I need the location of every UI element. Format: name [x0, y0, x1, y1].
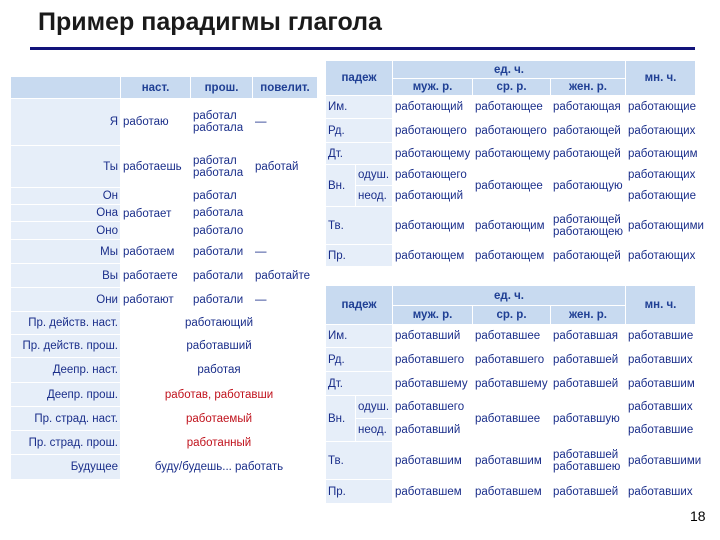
case-label: Им. — [326, 96, 393, 119]
form-cell: работавшем — [393, 480, 473, 504]
feminine-header: жен. р. — [551, 79, 626, 96]
form-cell: работавшей работавшею — [551, 442, 626, 480]
conj-header-empty — [11, 77, 121, 99]
form-label: Пр. действ. наст. — [11, 312, 121, 335]
pronoun-cell: Мы — [11, 240, 121, 264]
form-cell: работавшее — [473, 396, 551, 442]
form-cell: работающими — [626, 207, 696, 245]
case-label: Тв. — [326, 442, 393, 480]
pronoun-cell: Она — [11, 205, 121, 222]
form-cell: работающим — [626, 143, 696, 165]
form-label: Будущее — [11, 455, 121, 480]
form-cell: работавшей — [551, 348, 626, 372]
animacy-label: неод. — [356, 419, 393, 442]
past-cell: работали — [191, 240, 253, 264]
conj-header-imperative: повелит. — [253, 77, 318, 99]
present-cell: работаем — [121, 240, 191, 264]
case-label: Им. — [326, 325, 393, 348]
pronoun-cell: Вы — [11, 264, 121, 288]
form-cell: работавшим — [626, 372, 696, 396]
form-label: Пр. страд. прош. — [11, 431, 121, 455]
form-cell: работающем — [393, 245, 473, 267]
animacy-label: одуш. — [356, 165, 393, 186]
form-cell: работающая — [551, 96, 626, 119]
imperative-cell: работай — [253, 146, 318, 188]
form-cell: работающий — [393, 96, 473, 119]
form-cell: работавшему — [473, 372, 551, 396]
form-cell: работавший — [393, 419, 473, 442]
form-cell: работающей — [551, 245, 626, 267]
form-label: Деепр. наст. — [11, 358, 121, 383]
form-cell: работающие — [626, 186, 696, 207]
present-cell: работаете — [121, 264, 191, 288]
singular-header: ед. ч. — [393, 61, 626, 79]
form-value: работавший — [121, 335, 318, 358]
form-cell: работавшее — [473, 325, 551, 348]
singular-header: ед. ч. — [393, 286, 626, 306]
plural-header: мн. ч. — [626, 61, 696, 96]
pronoun-cell: Они — [11, 288, 121, 312]
page-number: 18 — [690, 508, 706, 524]
feminine-header: жен. р. — [551, 306, 626, 325]
form-cell: работавшим — [473, 442, 551, 480]
imperative-cell: работайте — [253, 264, 318, 288]
form-cell: работающие — [626, 96, 696, 119]
present-cell: работаешь — [121, 146, 191, 188]
form-value: буду/будешь... работать — [121, 455, 318, 480]
form-cell: работающих — [626, 165, 696, 186]
past-cell: работало — [191, 222, 253, 240]
form-label: Пр. действ. прош. — [11, 335, 121, 358]
form-cell: работающего — [393, 119, 473, 143]
form-cell: работающее — [473, 165, 551, 207]
past-cell: работали — [191, 264, 253, 288]
form-cell: работавших — [626, 396, 696, 419]
present-cell: работаю — [121, 99, 191, 146]
conj-header-past: прош. — [191, 77, 253, 99]
title-underline — [30, 47, 695, 50]
form-cell: работавшей — [551, 480, 626, 504]
case-label: Тв. — [326, 207, 393, 245]
form-cell: работающих — [626, 119, 696, 143]
form-cell: работающим — [473, 207, 551, 245]
form-cell: работающим — [393, 207, 473, 245]
neuter-header: ср. р. — [473, 306, 551, 325]
present-cell: работает — [121, 188, 191, 240]
form-cell: работающих — [626, 245, 696, 267]
form-value: работанный — [121, 431, 318, 455]
present-cell: работают — [121, 288, 191, 312]
conj-header-present: наст. — [121, 77, 191, 99]
conjugation-table — [10, 76, 318, 480]
case-label: Вн. — [326, 165, 356, 207]
imperative-cell: — — [253, 99, 318, 146]
form-value: работая — [121, 358, 318, 383]
case-label: Пр. — [326, 480, 393, 504]
form-value: работав, работавши — [121, 383, 318, 407]
case-label: Пр. — [326, 245, 393, 267]
form-cell: работавшего — [393, 396, 473, 419]
participle-past-table — [325, 285, 702, 504]
form-cell: работавшего — [393, 348, 473, 372]
form-cell: работающее — [473, 96, 551, 119]
page-title: Пример парадигмы глагола — [38, 8, 382, 36]
pronoun-cell: Я — [11, 99, 121, 146]
neuter-header: ср. р. — [473, 79, 551, 96]
past-cell: работал — [191, 188, 253, 205]
animacy-label: одуш. — [356, 396, 393, 419]
form-cell: работавшего — [473, 348, 551, 372]
form-cell: работавшему — [393, 372, 473, 396]
form-cell: работавшие — [626, 419, 696, 442]
participle-present-table — [325, 60, 704, 267]
past-cell: работал работала — [191, 99, 253, 146]
form-cell: работающей — [551, 119, 626, 143]
imperative-cell — [253, 188, 318, 240]
form-cell: работающему — [473, 143, 551, 165]
form-cell: работающей — [551, 143, 626, 165]
form-cell: работавших — [626, 480, 696, 504]
past-cell: работала — [191, 205, 253, 222]
pronoun-cell: Он — [11, 188, 121, 205]
form-label: Пр. страд. наст. — [11, 407, 121, 431]
form-cell: работающего — [393, 165, 473, 186]
masculine-header: муж. р. — [393, 79, 473, 96]
form-cell: работавшие — [626, 325, 696, 348]
imperative-cell: — — [253, 240, 318, 264]
form-value: работаемый — [121, 407, 318, 431]
plural-header: мн. ч. — [626, 286, 696, 325]
case-label: Рд. — [326, 119, 393, 143]
form-cell: работающий — [393, 186, 473, 207]
form-cell: работающей работающею — [551, 207, 626, 245]
form-cell: работавшим — [393, 442, 473, 480]
form-cell: работающую — [551, 165, 626, 207]
pronoun-cell: Оно — [11, 222, 121, 240]
case-header: падеж — [326, 61, 393, 96]
form-cell: работающего — [473, 119, 551, 143]
form-cell: работавшими — [626, 442, 696, 480]
pronoun-cell: Ты — [11, 146, 121, 188]
case-label: Дт. — [326, 143, 393, 165]
imperative-cell: — — [253, 288, 318, 312]
form-cell: работавший — [393, 325, 473, 348]
form-cell: работавшую — [551, 396, 626, 442]
form-cell: работающем — [473, 245, 551, 267]
animacy-label: неод. — [356, 186, 393, 207]
masculine-header: муж. р. — [393, 306, 473, 325]
form-cell: работающему — [393, 143, 473, 165]
form-cell: работавшая — [551, 325, 626, 348]
case-label: Дт. — [326, 372, 393, 396]
case-header: падеж — [326, 286, 393, 325]
past-cell: работал работала — [191, 146, 253, 188]
case-label: Рд. — [326, 348, 393, 372]
form-cell: работавших — [626, 348, 696, 372]
case-label: Вн. — [326, 396, 356, 442]
form-cell: работавшей — [551, 372, 626, 396]
form-label: Деепр. прош. — [11, 383, 121, 407]
past-cell: работали — [191, 288, 253, 312]
form-cell: работавшем — [473, 480, 551, 504]
form-value: работающий — [121, 312, 318, 335]
